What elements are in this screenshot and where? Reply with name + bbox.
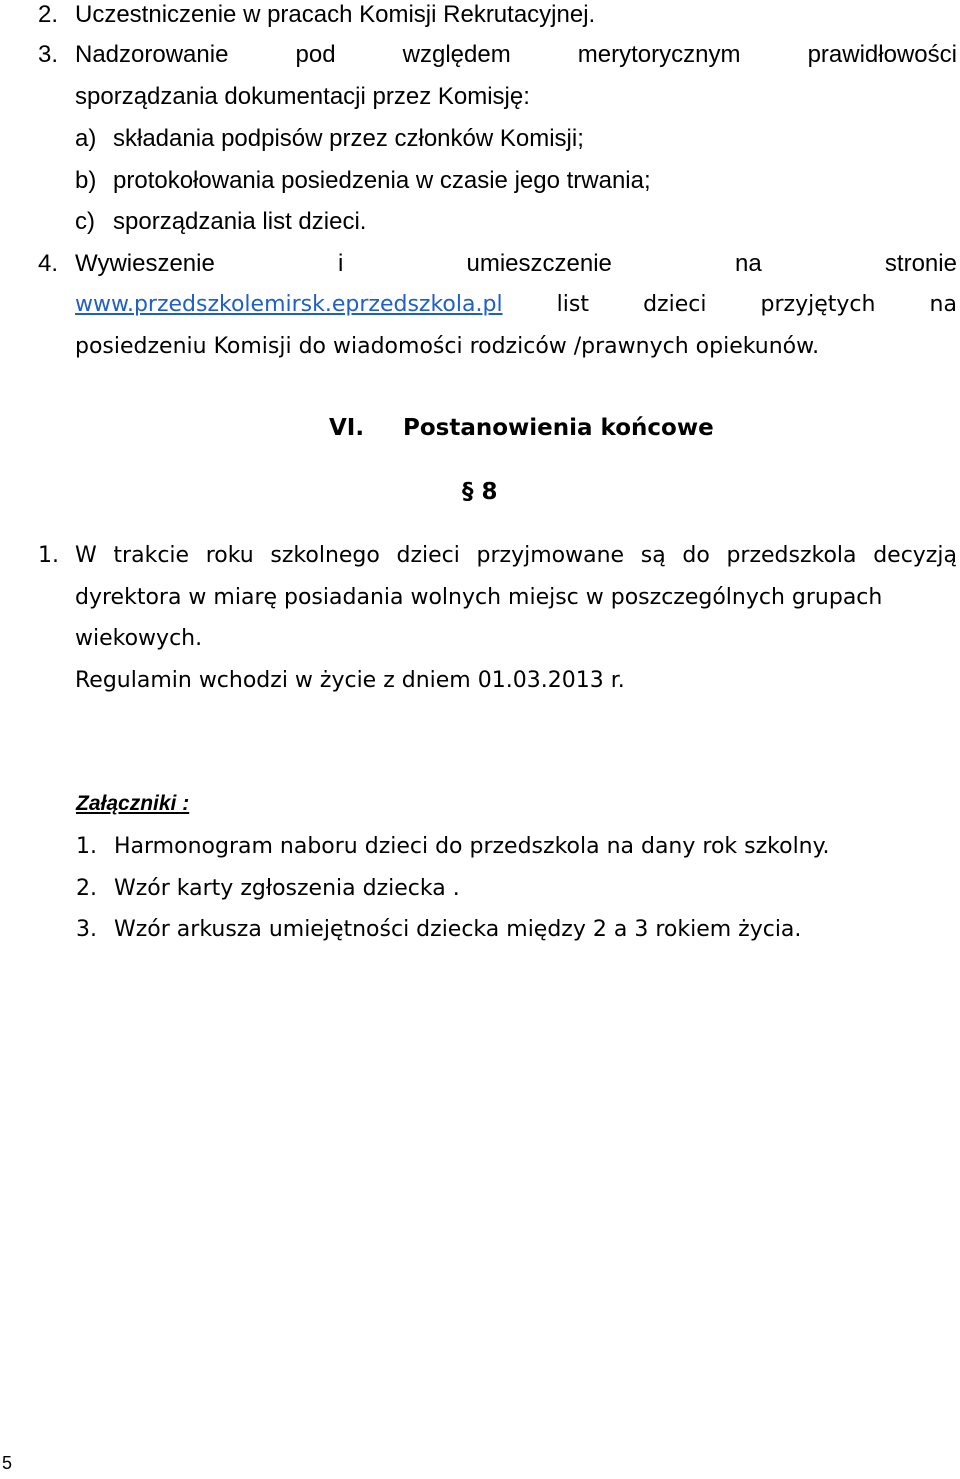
sub-letter: a) [75,125,97,152]
word: przyjętych [760,292,876,317]
website-link[interactable]: www.przedszkolemirsk.eprzedszkola.pl [75,292,503,317]
final-item-1-line2: dyrektora w miarę posiadania wolnych miejsc w poszczególnych grupach [75,585,883,610]
list-item-3-line2: sporządzania dokumentacji przez Komisję: [75,83,530,110]
sub-item-a [75,124,584,154]
word: roku [205,543,254,568]
sub-item-text: sporządzania list dzieci. [113,208,367,235]
attachment-text: Wzór karty zgłoszenia dziecka . [114,876,460,901]
list-item-2 [38,0,596,30]
attachment-item [76,832,830,862]
list-number: 1. [38,543,59,568]
word: i [337,250,344,277]
list-number: 3. [76,917,97,942]
list-item-3-line1 [75,40,957,70]
sub-letter: b) [75,167,97,194]
sub-item-b [75,166,651,196]
word: na [735,250,762,277]
word: przedszkola [726,543,857,568]
list-item-4-line3: posiedzeniu Komisji do wiadomości rodziców /prawnych opiekunów. [75,334,820,359]
final-item-1-line3: wiekowych. [75,626,203,651]
sub-item-text: składania podpisów przez członków Komisji; [113,125,584,152]
word: stronie [884,250,957,277]
regulation-date: Regulamin wchodzi w życie z dniem 01.03.2013 r. [75,668,625,693]
word: dzieci [396,543,460,568]
list-item-text: Uczestniczenie w pracach Komisji Rekrutacyjnej. [75,1,596,28]
list-number: 2. [38,1,59,28]
word: Nadzorowanie [75,41,229,68]
list-number: 3. [38,41,59,68]
attachment-text: Wzór arkusza umiejętności dziecka między 2 a 3 rokiem życia. [114,917,802,942]
list-number: 1. [76,834,97,859]
word: do [682,543,710,568]
word: umieszczenie [466,250,612,277]
section-title: Postanowienia końcowe [403,415,714,441]
word: W [75,543,97,568]
attachments-title: Załączniki : [76,792,190,815]
page-number: 5 [2,1453,13,1473]
sub-item-text: protokołowania posiedzenia w czasie jego trwania; [113,167,651,194]
final-item-1-number [38,541,59,571]
word: pod [295,41,336,68]
word: względem [402,41,511,68]
word: na [929,292,957,317]
list-item-4-line1 [75,249,957,279]
word: prawidłowości [807,41,957,68]
word: przyjmowane [476,543,625,568]
final-item-1-line1 [75,541,957,571]
sub-item-c [75,207,367,237]
word: list [556,292,589,317]
word: są [640,543,666,568]
list-item-4-number [38,249,58,279]
list-number: 2. [76,876,97,901]
word: szkolnego [270,543,380,568]
word: dzieci [643,292,707,317]
section-number: VI. [329,415,365,441]
sub-letter: c) [75,208,95,235]
attachment-item [76,915,802,945]
word: trakcie [113,543,190,568]
attachment-text: Harmonogram naboru dzieci do przedszkola na dany rok szkolny. [114,834,830,859]
word: merytorycznym [577,41,741,68]
list-item-3-number [38,40,58,70]
list-item-4-line2 [75,290,957,320]
list-number: 4. [38,250,59,277]
attachment-item [76,874,460,904]
paragraph-symbol: § 8 [462,479,498,505]
word: decyzją [873,543,957,568]
word: Wywieszenie [75,250,215,277]
